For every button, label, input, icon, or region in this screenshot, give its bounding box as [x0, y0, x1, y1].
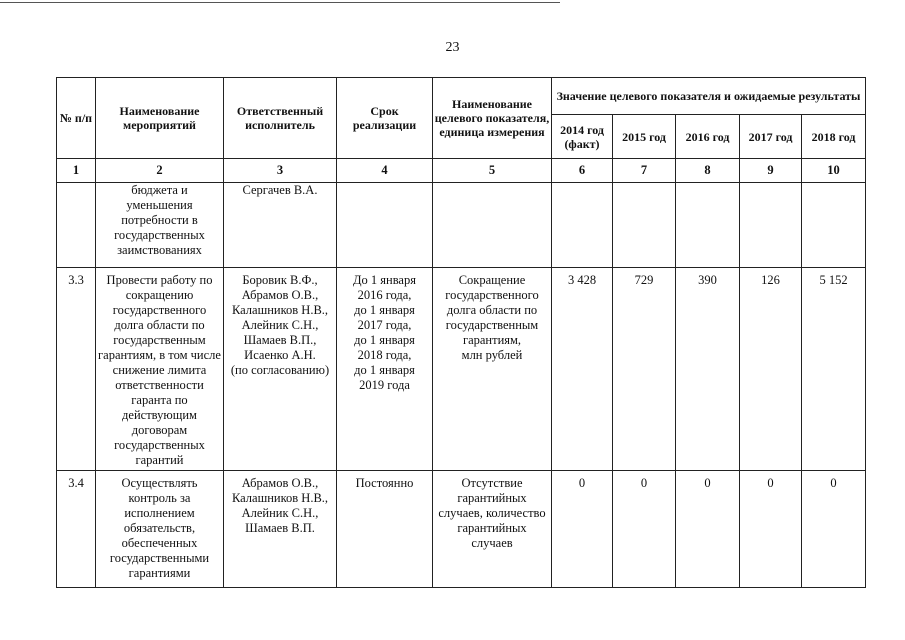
row-responsible: Абрамов О.В., Калашников Н.В., Алейник С.Н., Шамаев В.П.: [224, 471, 337, 588]
row-responsible: Боровик В.Ф., Абрамов О.В., Калашников Н.В., Алейник С.Н., Шамаев В.П., Исаенко А.Н. (по согласованию): [224, 268, 337, 471]
column-number: 10: [802, 159, 866, 183]
header-values-group: Значение целевого показателя и ожидаемые результаты: [552, 78, 866, 115]
table-row: [57, 183, 866, 268]
row-term: До 1 января 2016 года, до 1 января 2017 года, до 1 января 2018 года, до 1 января 2019 года: [337, 268, 433, 471]
header-term: Срок реализации: [337, 78, 433, 159]
row-measure: Осуществлять контроль за исполнением обязательств, обеспеченных государственными гарантиями: [96, 471, 224, 588]
column-number: 7: [613, 159, 676, 183]
row-term: Постоянно: [337, 471, 433, 588]
header-responsible: Ответственный исполнитель: [224, 78, 337, 159]
row-num: 3.3: [57, 268, 96, 471]
row-value: 0: [740, 471, 802, 588]
column-number: 3: [224, 159, 337, 183]
targets-table: [56, 77, 866, 588]
column-number: 9: [740, 159, 802, 183]
row-value: 0: [802, 471, 866, 588]
page-number: 23: [445, 40, 460, 55]
column-number: 1: [57, 159, 96, 183]
row-value: [676, 183, 740, 268]
row-responsible: Сергачев В.А.: [224, 183, 337, 268]
row-value: 0: [552, 471, 613, 588]
row-measure: бюджета и уменьшения потребности в государственных заимствованиях: [96, 183, 224, 268]
column-number: 6: [552, 159, 613, 183]
row-value: 3 428: [552, 268, 613, 471]
row-value: [802, 183, 866, 268]
header-year: 2018 год: [802, 115, 866, 159]
header-measure: Наименование мероприятий: [96, 78, 224, 159]
header-year: 2015 год: [613, 115, 676, 159]
header-num: № п/п: [57, 78, 96, 159]
row-value: [613, 183, 676, 268]
row-num: [57, 183, 96, 268]
row-measure: Провести работу по сокращению государственного долга области по государственным гарантиям, в том числе снижение лимита ответственности гаранта по действующим договорам государственных гарантий: [96, 268, 224, 471]
row-value: [552, 183, 613, 268]
row-value: 126: [740, 268, 802, 471]
column-number: 8: [676, 159, 740, 183]
row-indicator: Отсутствие гарантийных случаев, количество гарантийных случаев: [433, 471, 552, 588]
header-year: 2017 год: [740, 115, 802, 159]
row-num: 3.4: [57, 471, 96, 588]
row-value: [740, 183, 802, 268]
column-number: 2: [96, 159, 224, 183]
row-value: 0: [613, 471, 676, 588]
column-number: 4: [337, 159, 433, 183]
top-rule: [0, 2, 560, 3]
column-number: 5: [433, 159, 552, 183]
row-term: [337, 183, 433, 268]
header-year: 2016 год: [676, 115, 740, 159]
row-value: 729: [613, 268, 676, 471]
table-row: [57, 471, 866, 588]
row-indicator: [433, 183, 552, 268]
row-value: 5 152: [802, 268, 866, 471]
row-value: 0: [676, 471, 740, 588]
header-year: 2014 год (факт): [552, 115, 613, 159]
row-indicator: Сокращение государственного долга области по государственным гарантиям, млн рублей: [433, 268, 552, 471]
row-value: 390: [676, 268, 740, 471]
header-indicator: Наименование целевого показателя, единица измерения: [433, 78, 552, 159]
table-row: [57, 268, 866, 471]
